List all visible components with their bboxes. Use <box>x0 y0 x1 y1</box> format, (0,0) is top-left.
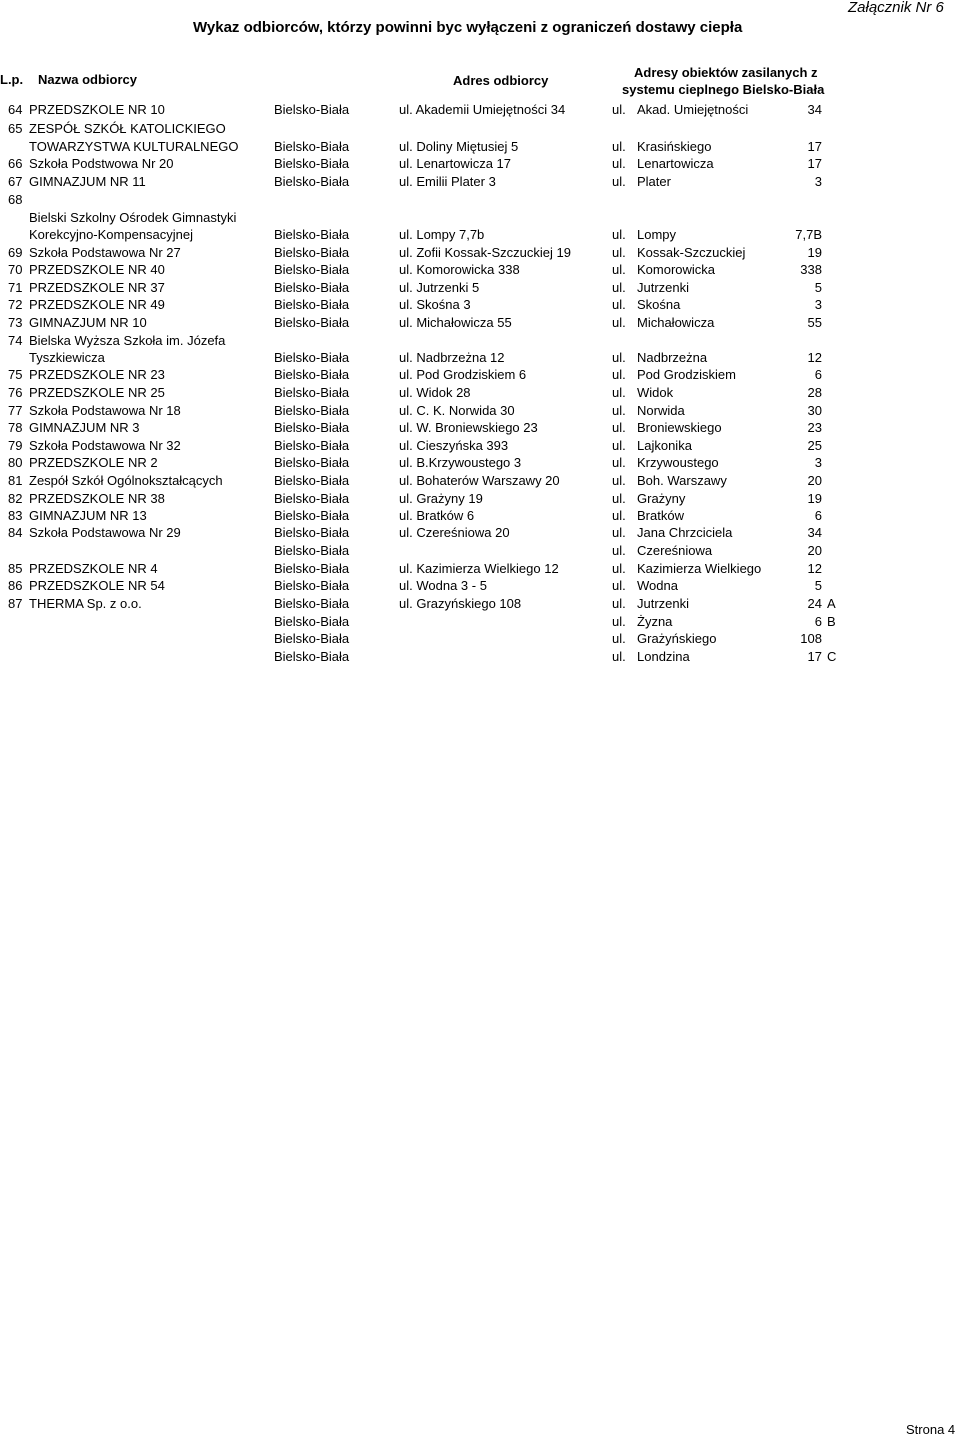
row-number-suffix: C <box>827 649 837 664</box>
row-lp: 82 <box>8 491 23 506</box>
row-number: 5 <box>814 578 822 593</box>
document-title: Wykaz odbiorców, którzy powinni byc wyłączeni z ograniczeń dostawy ciepła <box>193 19 743 36</box>
row-ul-prefix: ul. <box>612 367 626 382</box>
row-ul-prefix: ul. <box>612 403 626 418</box>
attachment-label: Załącznik Nr 6 <box>848 0 944 16</box>
row-city: Bielsko-Biała <box>274 491 350 506</box>
row-number-suffix: B <box>827 614 836 629</box>
row-street: Krzywoustego <box>637 455 719 470</box>
row-address: ul. Widok 28 <box>399 385 471 400</box>
row-name: PRZEDSZKOLE NR 23 <box>29 367 165 382</box>
row-street: Grażyńskiego <box>637 631 717 646</box>
row-name: PRZEDSZKOLE NR 49 <box>29 297 165 312</box>
row-name: GIMNAZJUM NR 10 <box>29 315 147 330</box>
row-street: Kazimierza Wielkiego <box>637 561 762 576</box>
row-lp: 80 <box>8 455 23 470</box>
row-city: Bielsko-Biała <box>274 649 350 664</box>
row-name: PRZEDSZKOLE NR 25 <box>29 385 165 400</box>
row-ul-prefix: ul. <box>612 491 626 506</box>
row-ul-prefix: ul. <box>612 455 626 470</box>
row-ul-prefix: ul. <box>612 543 626 558</box>
column-header-lp: L.p. <box>0 72 24 87</box>
row-number: 23 <box>807 420 822 435</box>
row-lp: 71 <box>8 280 23 295</box>
row-street: Jana Chrzciciela <box>637 525 733 540</box>
row-ul-prefix: ul. <box>612 174 626 189</box>
row-number: 30 <box>807 403 822 418</box>
row-number: 3 <box>814 174 822 189</box>
row-number: 12 <box>807 561 822 576</box>
row-address: ul. Pod Grodziskiem 6 <box>399 367 527 382</box>
row-name: Zespół Szkół Ogólnokształcących <box>29 473 223 488</box>
row-number: 17 <box>807 649 822 664</box>
row-name: ZESPÓŁ SZKÓŁ KATOLICKIEGO <box>29 121 226 136</box>
row-number-suffix: A <box>827 596 836 611</box>
row-address: ul. Jutrzenki 5 <box>399 280 480 295</box>
row-city: Bielsko-Biała <box>274 614 350 629</box>
row-address: ul. Nadbrzeżna 12 <box>399 350 505 365</box>
row-city: Bielsko-Biała <box>274 455 350 470</box>
row-lp: 66 <box>8 156 23 171</box>
row-city: Bielsko-Biała <box>274 139 350 154</box>
row-address: ul. Wodna 3 - 5 <box>399 578 487 593</box>
row-number: 12 <box>807 350 822 365</box>
row-ul-prefix: ul. <box>612 473 626 488</box>
row-street: Jutrzenki <box>637 596 690 611</box>
column-header-objects-line1: Adresy obiektów zasilanych z <box>634 65 818 80</box>
row-ul-prefix: ul. <box>612 420 626 435</box>
row-lp: 85 <box>8 561 23 576</box>
row-name: PRZEDSZKOLE NR 54 <box>29 578 165 593</box>
row-lp: 86 <box>8 578 23 593</box>
row-city: Bielsko-Biała <box>274 473 350 488</box>
row-address: ul. Skośna 3 <box>399 297 471 312</box>
row-city: Bielsko-Biała <box>274 631 350 646</box>
row-name: PRZEDSZKOLE NR 4 <box>29 561 158 576</box>
row-lp: 77 <box>8 403 23 418</box>
row-street: Boh. Warszawy <box>637 473 727 488</box>
row-number: 7,7B <box>795 227 822 242</box>
row-number: 6 <box>814 367 822 382</box>
row-address: ul. Akademii Umiejętności 34 <box>399 102 566 117</box>
row-lp: 67 <box>8 174 23 189</box>
row-name: PRZEDSZKOLE NR 40 <box>29 262 165 277</box>
row-street: Nadbrzeżna <box>637 350 708 365</box>
row-lp: 78 <box>8 420 23 435</box>
row-number: 108 <box>800 631 822 646</box>
row-name: GIMNAZJUM NR 11 <box>29 174 146 189</box>
row-lp: 81 <box>8 473 23 488</box>
row-lp: 76 <box>8 385 23 400</box>
row-number: 34 <box>807 102 822 117</box>
row-address: ul. Czereśniowa 20 <box>399 525 510 540</box>
row-address: ul. Grażyny 19 <box>399 491 483 506</box>
row-lp: 74 <box>8 333 23 348</box>
row-street: Komorowicka <box>637 262 716 277</box>
row-name: GIMNAZJUM NR 13 <box>29 508 147 523</box>
row-city: Bielsko-Biała <box>274 262 350 277</box>
row-lp: 84 <box>8 525 23 540</box>
row-ul-prefix: ul. <box>612 438 626 453</box>
row-number: 5 <box>814 280 822 295</box>
row-name: Szkoła Podstawowa Nr 18 <box>29 403 181 418</box>
row-address: ul. Bohaterów Warszawy 20 <box>399 473 560 488</box>
row-city: Bielsko-Biała <box>274 280 350 295</box>
row-name: TOWARZYSTWA KULTURALNEGO <box>29 139 239 154</box>
row-city: Bielsko-Biała <box>274 525 350 540</box>
row-name: Szkoła Podstawowa Nr 29 <box>29 525 181 540</box>
row-address: ul. Michałowicza 55 <box>399 315 512 330</box>
row-lp: 73 <box>8 315 23 330</box>
row-city: Bielsko-Biała <box>274 420 350 435</box>
row-city: Bielsko-Biała <box>274 297 350 312</box>
row-address: ul. Komorowicka 338 <box>399 262 520 277</box>
row-name: Tyszkiewicza <box>29 350 105 365</box>
row-number: 17 <box>807 156 822 171</box>
row-ul-prefix: ul. <box>612 262 626 277</box>
row-street: Wodna <box>637 578 678 593</box>
row-ul-prefix: ul. <box>612 508 626 523</box>
row-ul-prefix: ul. <box>612 614 626 629</box>
row-street: Skośna <box>637 297 681 312</box>
row-name: THERMA Sp. z o.o. <box>29 596 142 611</box>
row-street: Lompy <box>637 227 677 242</box>
row-number: 19 <box>807 245 822 260</box>
row-city: Bielsko-Biała <box>274 543 350 558</box>
recipients-table <box>0 0 960 700</box>
row-name: Szkoła Podstawowa Nr 27 <box>29 245 181 260</box>
row-city: Bielsko-Biała <box>274 508 350 523</box>
row-ul-prefix: ul. <box>612 649 626 664</box>
row-ul-prefix: ul. <box>612 102 626 117</box>
row-address: ul. C. K. Norwida 30 <box>399 403 515 418</box>
row-street: Czereśniowa <box>637 543 713 558</box>
row-number: 17 <box>807 139 822 154</box>
row-ul-prefix: ul. <box>612 350 626 365</box>
row-number: 3 <box>814 297 822 312</box>
row-lp: 70 <box>8 262 23 277</box>
row-city: Bielsko-Biała <box>274 561 350 576</box>
row-city: Bielsko-Biała <box>274 596 350 611</box>
row-ul-prefix: ul. <box>612 227 626 242</box>
row-street: Grażyny <box>637 491 686 506</box>
row-name: PRZEDSZKOLE NR 37 <box>29 280 165 295</box>
row-street: Plater <box>637 174 671 189</box>
row-number: 3 <box>814 455 822 470</box>
row-ul-prefix: ul. <box>612 596 626 611</box>
row-address: ul. Zofii Kossak-Szczuckiej 19 <box>399 245 571 260</box>
row-address: ul. Doliny Miętusiej 5 <box>399 139 519 154</box>
row-address: ul. W. Broniewskiego 23 <box>399 420 538 435</box>
row-city: Bielsko-Biała <box>274 315 350 330</box>
row-number: 338 <box>800 262 822 277</box>
row-city: Bielsko-Biała <box>274 578 350 593</box>
row-address: ul. B.Krzywoustego 3 <box>399 455 522 470</box>
row-street: Żyzna <box>637 614 673 629</box>
row-street: Norwida <box>637 403 685 418</box>
row-ul-prefix: ul. <box>612 315 626 330</box>
row-number: 25 <box>807 438 822 453</box>
row-lp: 87 <box>8 596 23 611</box>
row-name: Bielska Wyższa Szkoła im. Józefa <box>29 333 226 348</box>
row-street: Akad. Umiejętności <box>637 102 749 117</box>
column-header-address: Adres odbiorcy <box>453 73 549 88</box>
row-lp: 69 <box>8 245 23 260</box>
row-street: Michałowicza <box>637 315 715 330</box>
row-number: 19 <box>807 491 822 506</box>
row-street: Londzina <box>637 649 690 664</box>
row-number: 6 <box>814 508 822 523</box>
row-name: Szkoła Podstawowa Nr 32 <box>29 438 181 453</box>
row-number: 20 <box>807 543 822 558</box>
row-number: 55 <box>807 315 822 330</box>
row-lp: 68 <box>8 192 23 207</box>
row-number: 28 <box>807 385 822 400</box>
row-address: ul. Grazyńskiego 108 <box>399 596 522 611</box>
row-ul-prefix: ul. <box>612 297 626 312</box>
row-number: 24 <box>807 596 822 611</box>
row-name: Korekcyjno-Kompensacyjnej <box>29 227 194 242</box>
row-ul-prefix: ul. <box>612 631 626 646</box>
row-ul-prefix: ul. <box>612 245 626 260</box>
row-address: ul. Bratków 6 <box>399 508 475 523</box>
row-city: Bielsko-Biała <box>274 403 350 418</box>
row-lp: 79 <box>8 438 23 453</box>
page-number: Strona 4 <box>906 1422 956 1437</box>
row-street: Jutrzenki <box>637 280 690 295</box>
row-city: Bielsko-Biała <box>274 385 350 400</box>
row-name: PRZEDSZKOLE NR 2 <box>29 455 158 470</box>
row-city: Bielsko-Biała <box>274 102 350 117</box>
row-lp: 64 <box>8 102 23 117</box>
row-street: Lenartowicza <box>637 156 714 171</box>
row-street: Broniewskiego <box>637 420 722 435</box>
row-address: ul. Cieszyńska 393 <box>399 438 509 453</box>
row-ul-prefix: ul. <box>612 525 626 540</box>
row-lp: 65 <box>8 121 23 136</box>
row-name: Szkoła Podstwowa Nr 20 <box>29 156 174 171</box>
row-number: 34 <box>807 525 822 540</box>
column-header-name: Nazwa odbiorcy <box>38 72 137 87</box>
row-street: Kossak-Szczuckiej <box>637 245 746 260</box>
row-city: Bielsko-Biała <box>274 367 350 382</box>
row-ul-prefix: ul. <box>612 578 626 593</box>
row-number: 20 <box>807 473 822 488</box>
row-street: Pod Grodziskiem <box>637 367 736 382</box>
row-address: ul. Lenartowicza 17 <box>399 156 512 171</box>
row-lp: 75 <box>8 367 23 382</box>
row-number: 6 <box>814 614 822 629</box>
row-address: ul. Kazimierza Wielkiego 12 <box>399 561 559 576</box>
row-street: Bratków <box>637 508 684 523</box>
row-name: Bielski Szkolny Ośrodek Gimnastyki <box>29 210 237 225</box>
row-city: Bielsko-Biała <box>274 245 350 260</box>
row-lp: 72 <box>8 297 23 312</box>
row-name: PRZEDSZKOLE NR 38 <box>29 491 165 506</box>
row-city: Bielsko-Biała <box>274 156 350 171</box>
row-address: ul. Lompy 7,7b <box>399 227 485 242</box>
row-ul-prefix: ul. <box>612 156 626 171</box>
row-ul-prefix: ul. <box>612 385 626 400</box>
row-street: Krasińskiego <box>637 139 712 154</box>
row-street: Widok <box>637 385 674 400</box>
row-city: Bielsko-Biała <box>274 350 350 365</box>
row-name: PRZEDSZKOLE NR 10 <box>29 102 165 117</box>
row-address: ul. Emilii Plater 3 <box>399 174 496 189</box>
row-city: Bielsko-Biała <box>274 438 350 453</box>
row-city: Bielsko-Biała <box>274 174 350 189</box>
row-street: Lajkonika <box>637 438 692 453</box>
row-city: Bielsko-Biała <box>274 227 350 242</box>
row-ul-prefix: ul. <box>612 561 626 576</box>
row-lp: 83 <box>8 508 23 523</box>
row-ul-prefix: ul. <box>612 139 626 154</box>
column-header-objects-line2: systemu cieplnego Bielsko-Biała <box>622 82 825 97</box>
row-name: GIMNAZJUM NR 3 <box>29 420 140 435</box>
row-ul-prefix: ul. <box>612 280 626 295</box>
